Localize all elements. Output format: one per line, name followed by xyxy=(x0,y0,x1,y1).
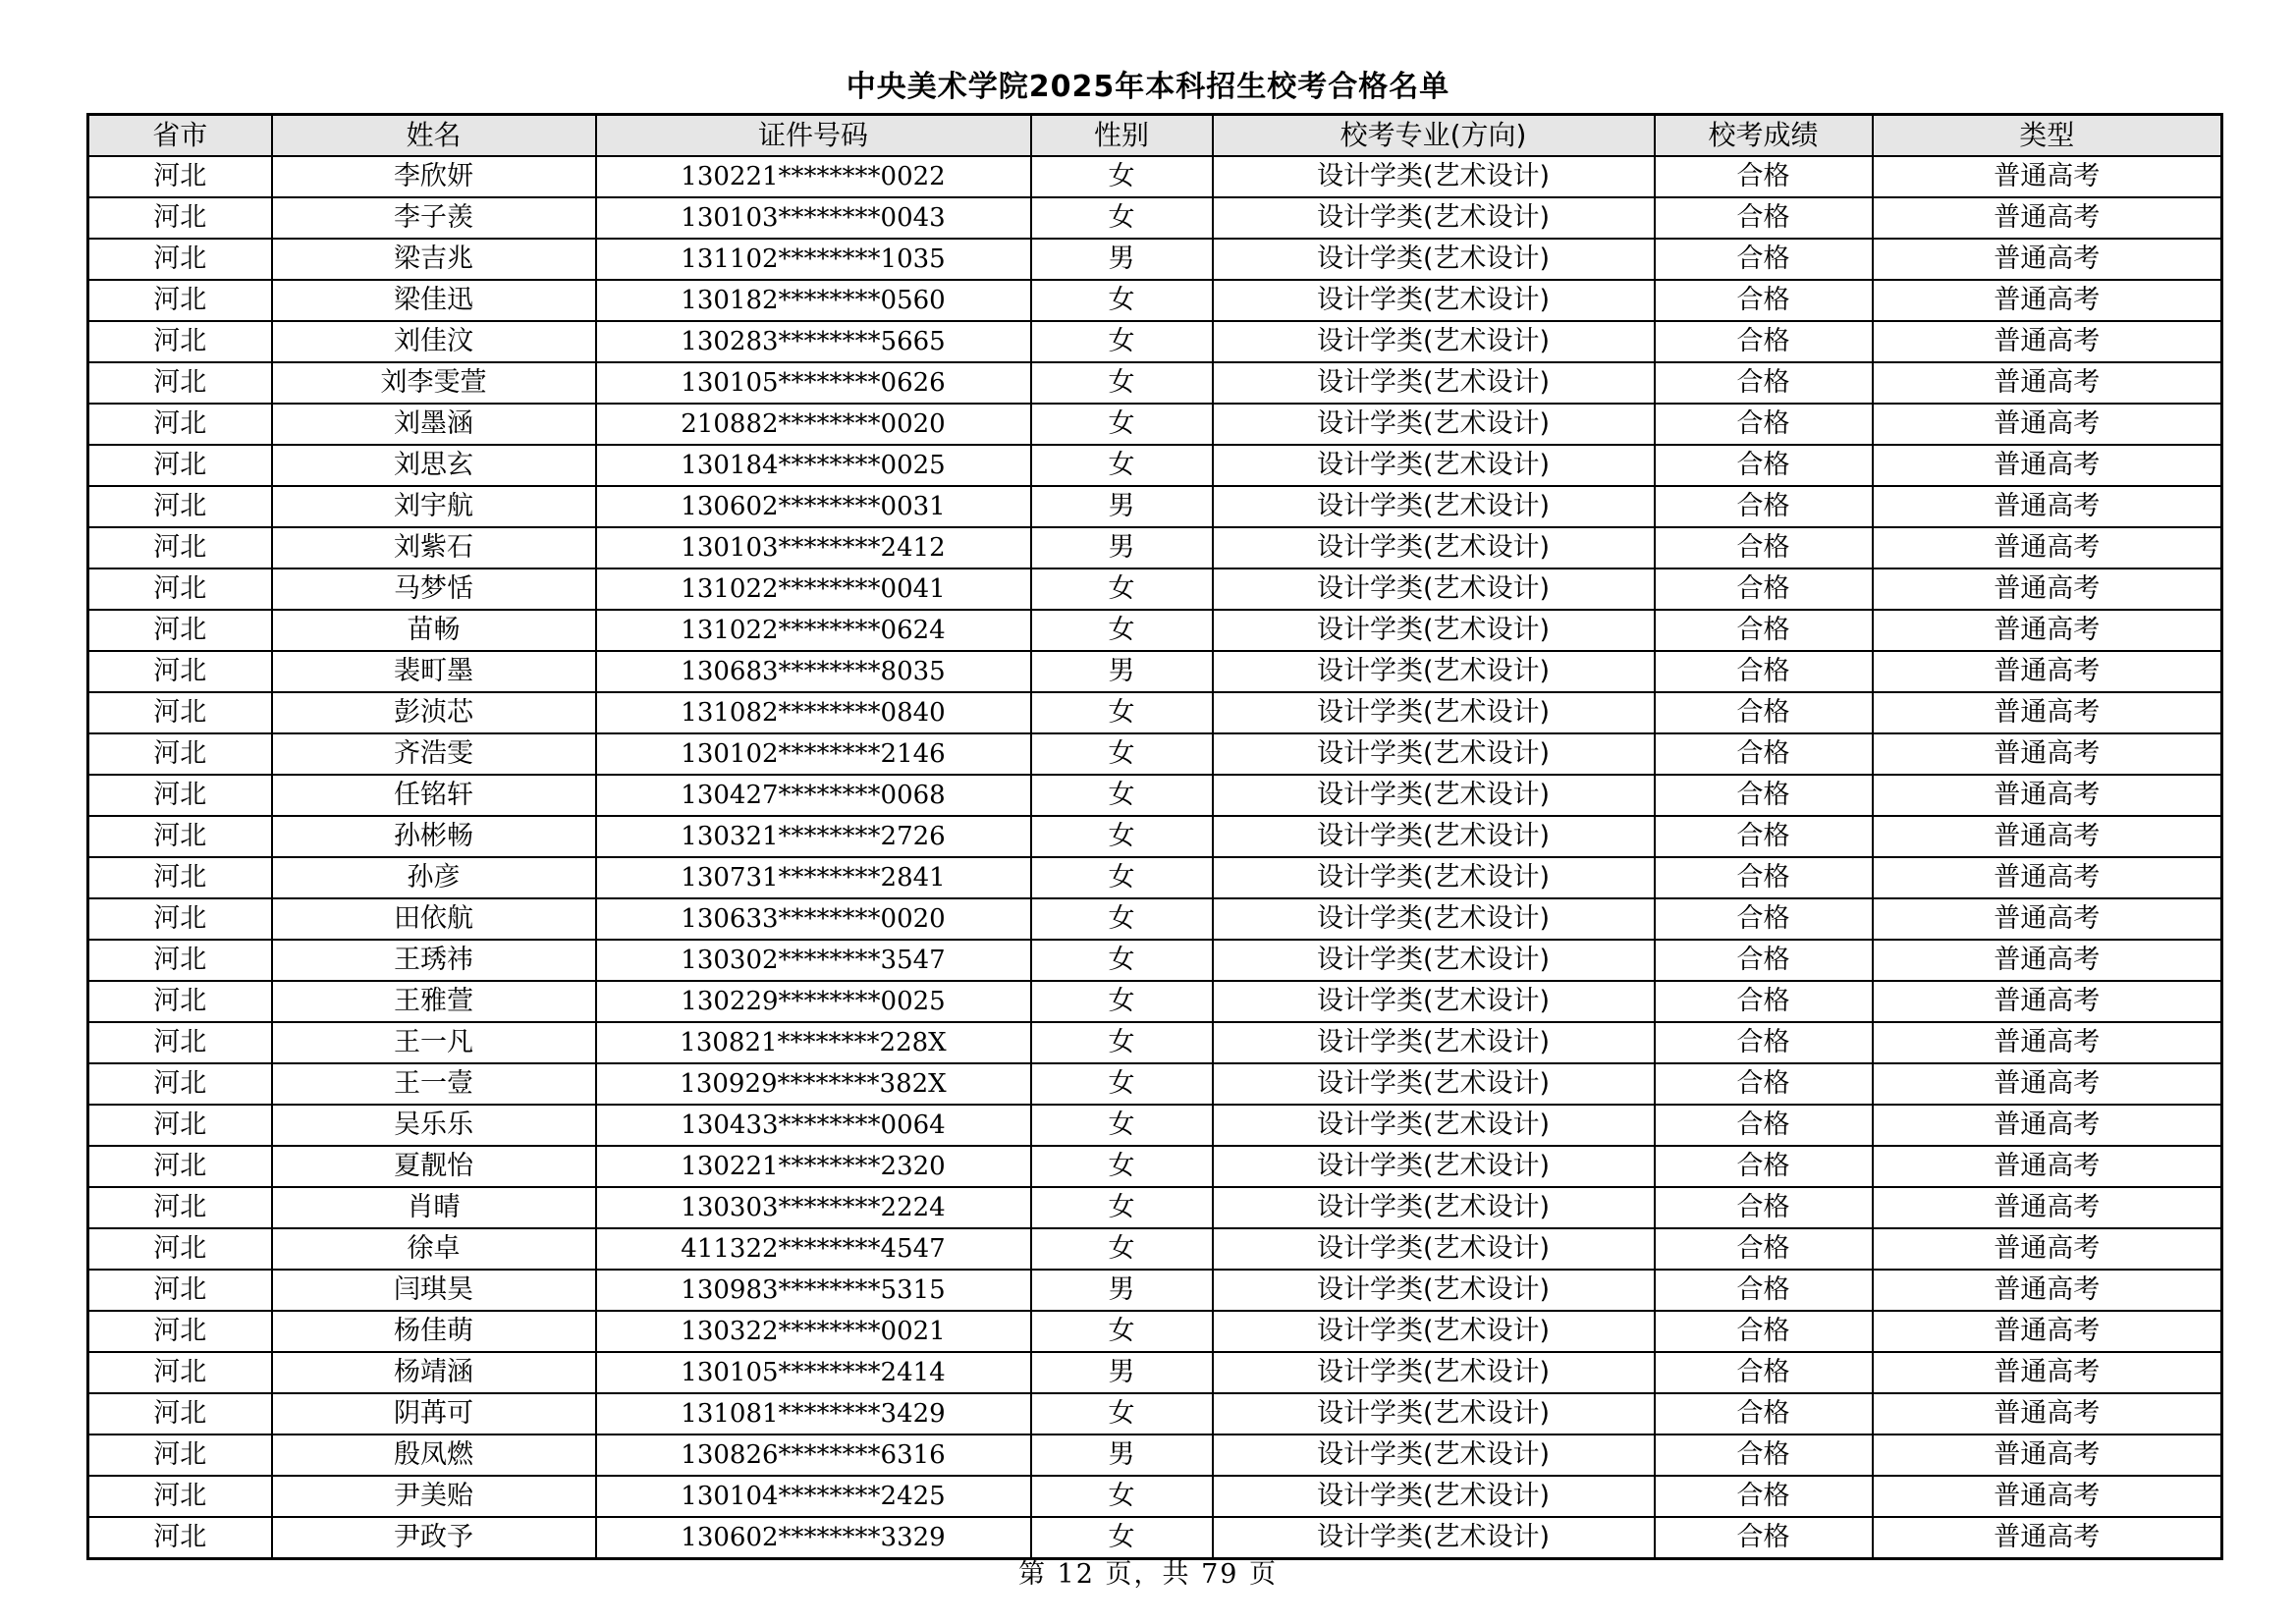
province-cell: 河北 xyxy=(88,775,272,816)
major-cell: 设计学类(艺术设计) xyxy=(1213,568,1655,610)
table-row xyxy=(88,362,2222,404)
score-cell: 合格 xyxy=(1655,1352,1873,1393)
table-row xyxy=(88,1352,2222,1393)
name-cell: 刘墨涵 xyxy=(272,404,596,445)
id-number-cell: 130182********0560 xyxy=(596,280,1031,321)
major-cell: 设计学类(艺术设计) xyxy=(1213,404,1655,445)
gender-cell: 女 xyxy=(1031,280,1213,321)
province-cell: 河北 xyxy=(88,1311,272,1352)
table-row xyxy=(88,1228,2222,1270)
table-row xyxy=(88,816,2222,857)
major-cell: 设计学类(艺术设计) xyxy=(1213,1352,1655,1393)
type-cell: 普通高考 xyxy=(1873,568,2222,610)
type-cell: 普通高考 xyxy=(1873,1435,2222,1476)
score-cell: 合格 xyxy=(1655,1393,1873,1435)
type-cell: 普通高考 xyxy=(1873,981,2222,1022)
score-cell: 合格 xyxy=(1655,445,1873,486)
major-cell: 设计学类(艺术设计) xyxy=(1213,1187,1655,1228)
name-cell: 徐卓 xyxy=(272,1228,596,1270)
province-header: 省市 xyxy=(88,115,272,157)
name-cell: 王琇祎 xyxy=(272,940,596,981)
table-row xyxy=(88,1517,2222,1559)
name-cell: 王雅萱 xyxy=(272,981,596,1022)
province-cell: 河北 xyxy=(88,610,272,651)
gender-cell: 女 xyxy=(1031,1187,1213,1228)
gender-header: 性别 xyxy=(1031,115,1213,157)
type-cell: 普通高考 xyxy=(1873,1270,2222,1311)
province-cell: 河北 xyxy=(88,1517,272,1559)
score-cell: 合格 xyxy=(1655,733,1873,775)
province-cell: 河北 xyxy=(88,362,272,404)
id-number-cell: 130103********2412 xyxy=(596,527,1031,568)
table-row xyxy=(88,239,2222,280)
type-cell: 普通高考 xyxy=(1873,733,2222,775)
score-cell: 合格 xyxy=(1655,280,1873,321)
type-cell: 普通高考 xyxy=(1873,1311,2222,1352)
table-row xyxy=(88,692,2222,733)
id-number-cell: 130821********228X xyxy=(596,1022,1031,1063)
gender-cell: 女 xyxy=(1031,857,1213,898)
province-cell: 河北 xyxy=(88,1228,272,1270)
major-header: 校考专业(方向) xyxy=(1213,115,1655,157)
province-cell: 河北 xyxy=(88,1105,272,1146)
table-row xyxy=(88,610,2222,651)
table-row xyxy=(88,1022,2222,1063)
gender-cell: 女 xyxy=(1031,1228,1213,1270)
score-cell: 合格 xyxy=(1655,321,1873,362)
province-cell: 河北 xyxy=(88,156,272,197)
name-cell: 田依航 xyxy=(272,898,596,940)
major-cell: 设计学类(艺术设计) xyxy=(1213,1435,1655,1476)
gender-cell: 男 xyxy=(1031,527,1213,568)
table-row xyxy=(88,445,2222,486)
type-cell: 普通高考 xyxy=(1873,156,2222,197)
name-cell: 肖晴 xyxy=(272,1187,596,1228)
gender-cell: 女 xyxy=(1031,981,1213,1022)
province-cell: 河北 xyxy=(88,1022,272,1063)
id-number-cell: 130427********0068 xyxy=(596,775,1031,816)
table-row xyxy=(88,1311,2222,1352)
major-cell: 设计学类(艺术设计) xyxy=(1213,1105,1655,1146)
type-cell: 普通高考 xyxy=(1873,610,2222,651)
type-cell: 普通高考 xyxy=(1873,1393,2222,1435)
gender-cell: 女 xyxy=(1031,1517,1213,1559)
id-number-cell: 131022********0041 xyxy=(596,568,1031,610)
id-number-cell: 130321********2726 xyxy=(596,816,1031,857)
id-number-cell: 131102********1035 xyxy=(596,239,1031,280)
score-cell: 合格 xyxy=(1655,610,1873,651)
province-cell: 河北 xyxy=(88,321,272,362)
table-row xyxy=(88,321,2222,362)
score-cell: 合格 xyxy=(1655,1105,1873,1146)
major-cell: 设计学类(艺术设计) xyxy=(1213,1228,1655,1270)
id-number-cell: 130221********0022 xyxy=(596,156,1031,197)
type-cell: 普通高考 xyxy=(1873,1022,2222,1063)
score-cell: 合格 xyxy=(1655,1187,1873,1228)
name-cell: 夏靓怡 xyxy=(272,1146,596,1187)
id-number-cell: 130602********3329 xyxy=(596,1517,1031,1559)
type-cell: 普通高考 xyxy=(1873,1187,2222,1228)
name-cell: 刘思玄 xyxy=(272,445,596,486)
score-cell: 合格 xyxy=(1655,898,1873,940)
type-cell: 普通高考 xyxy=(1873,445,2222,486)
gender-cell: 女 xyxy=(1031,692,1213,733)
page-number: 第 12 页，共 79 页 xyxy=(1017,1559,1279,1590)
score-cell: 合格 xyxy=(1655,239,1873,280)
id-number-cell: 130683********8035 xyxy=(596,651,1031,692)
type-cell: 普通高考 xyxy=(1873,857,2222,898)
type-header: 类型 xyxy=(1873,115,2222,157)
name-cell: 殷凤燃 xyxy=(272,1435,596,1476)
id-number-cell: 411322********4547 xyxy=(596,1228,1031,1270)
id-number-cell: 130302********3547 xyxy=(596,940,1031,981)
gender-cell: 女 xyxy=(1031,610,1213,651)
id-number-cell: 130103********0043 xyxy=(596,197,1031,239)
name-cell: 杨佳萌 xyxy=(272,1311,596,1352)
score-cell: 合格 xyxy=(1655,1517,1873,1559)
gender-cell: 男 xyxy=(1031,1270,1213,1311)
province-cell: 河北 xyxy=(88,1352,272,1393)
type-cell: 普通高考 xyxy=(1873,239,2222,280)
type-cell: 普通高考 xyxy=(1873,1352,2222,1393)
major-cell: 设计学类(艺术设计) xyxy=(1213,321,1655,362)
score-cell: 合格 xyxy=(1655,651,1873,692)
table-row xyxy=(88,1063,2222,1105)
table-row xyxy=(88,651,2222,692)
name-cell: 马梦恬 xyxy=(272,568,596,610)
type-cell: 普通高考 xyxy=(1873,816,2222,857)
score-cell: 合格 xyxy=(1655,404,1873,445)
gender-cell: 女 xyxy=(1031,156,1213,197)
name-cell: 刘李雯萱 xyxy=(272,362,596,404)
name-cell: 杨靖涵 xyxy=(272,1352,596,1393)
name-cell: 刘佳汶 xyxy=(272,321,596,362)
table-row xyxy=(88,1393,2222,1435)
score-cell: 合格 xyxy=(1655,1146,1873,1187)
major-cell: 设计学类(艺术设计) xyxy=(1213,239,1655,280)
gender-cell: 女 xyxy=(1031,197,1213,239)
major-cell: 设计学类(艺术设计) xyxy=(1213,940,1655,981)
province-cell: 河北 xyxy=(88,1476,272,1517)
table-row xyxy=(88,404,2222,445)
table-row xyxy=(88,733,2222,775)
gender-cell: 女 xyxy=(1031,898,1213,940)
province-cell: 河北 xyxy=(88,651,272,692)
major-cell: 设计学类(艺术设计) xyxy=(1213,1476,1655,1517)
id-number-cell: 130826********6316 xyxy=(596,1435,1031,1476)
major-cell: 设计学类(艺术设计) xyxy=(1213,486,1655,527)
province-cell: 河北 xyxy=(88,280,272,321)
name-cell: 尹政予 xyxy=(272,1517,596,1559)
name-cell: 李子羡 xyxy=(272,197,596,239)
province-cell: 河北 xyxy=(88,527,272,568)
score-cell: 合格 xyxy=(1655,981,1873,1022)
name-cell: 王一凡 xyxy=(272,1022,596,1063)
gender-cell: 女 xyxy=(1031,1311,1213,1352)
table-row xyxy=(88,940,2222,981)
id-number-cell: 130229********0025 xyxy=(596,981,1031,1022)
id-number-cell: 130105********0626 xyxy=(596,362,1031,404)
gender-cell: 男 xyxy=(1031,239,1213,280)
gender-cell: 女 xyxy=(1031,1105,1213,1146)
type-cell: 普通高考 xyxy=(1873,280,2222,321)
province-cell: 河北 xyxy=(88,197,272,239)
admission-list-table xyxy=(86,113,2223,1560)
province-cell: 河北 xyxy=(88,445,272,486)
major-cell: 设计学类(艺术设计) xyxy=(1213,1146,1655,1187)
score-cell: 合格 xyxy=(1655,568,1873,610)
score-cell: 合格 xyxy=(1655,816,1873,857)
name-cell: 闫琪昊 xyxy=(272,1270,596,1311)
gender-cell: 女 xyxy=(1031,1476,1213,1517)
table-header-row xyxy=(88,115,2222,157)
score-cell: 合格 xyxy=(1655,486,1873,527)
type-cell: 普通高考 xyxy=(1873,775,2222,816)
id-number-cell: 130104********2425 xyxy=(596,1476,1031,1517)
score-cell: 合格 xyxy=(1655,775,1873,816)
gender-cell: 女 xyxy=(1031,1022,1213,1063)
major-cell: 设计学类(艺术设计) xyxy=(1213,156,1655,197)
page-title: 中央美术学院2025年本科招生校考合格名单 xyxy=(846,70,1450,104)
gender-cell: 女 xyxy=(1031,1063,1213,1105)
table-row xyxy=(88,1435,2222,1476)
type-cell: 普通高考 xyxy=(1873,692,2222,733)
major-cell: 设计学类(艺术设计) xyxy=(1213,610,1655,651)
id-number-cell: 130283********5665 xyxy=(596,321,1031,362)
type-cell: 普通高考 xyxy=(1873,1146,2222,1187)
score-header: 校考成绩 xyxy=(1655,115,1873,157)
table-row xyxy=(88,1270,2222,1311)
province-cell: 河北 xyxy=(88,981,272,1022)
province-cell: 河北 xyxy=(88,857,272,898)
name-cell: 苗畅 xyxy=(272,610,596,651)
gender-cell: 男 xyxy=(1031,486,1213,527)
name-cell: 裴町墨 xyxy=(272,651,596,692)
type-cell: 普通高考 xyxy=(1873,898,2222,940)
province-cell: 河北 xyxy=(88,404,272,445)
name-cell: 阴苒可 xyxy=(272,1393,596,1435)
type-cell: 普通高考 xyxy=(1873,1517,2222,1559)
name-cell: 刘紫石 xyxy=(272,527,596,568)
name-cell: 任铭轩 xyxy=(272,775,596,816)
id-number-header: 证件号码 xyxy=(596,115,1031,157)
name-cell: 孙彦 xyxy=(272,857,596,898)
major-cell: 设计学类(艺术设计) xyxy=(1213,775,1655,816)
gender-cell: 女 xyxy=(1031,404,1213,445)
score-cell: 合格 xyxy=(1655,527,1873,568)
id-number-cell: 130221********2320 xyxy=(596,1146,1031,1187)
type-cell: 普通高考 xyxy=(1873,1228,2222,1270)
id-number-cell: 210882********0020 xyxy=(596,404,1031,445)
score-cell: 合格 xyxy=(1655,692,1873,733)
province-cell: 河北 xyxy=(88,1187,272,1228)
name-cell: 王一壹 xyxy=(272,1063,596,1105)
score-cell: 合格 xyxy=(1655,1270,1873,1311)
table-row xyxy=(88,898,2222,940)
table-row xyxy=(88,280,2222,321)
name-header: 姓名 xyxy=(272,115,596,157)
major-cell: 设计学类(艺术设计) xyxy=(1213,280,1655,321)
major-cell: 设计学类(艺术设计) xyxy=(1213,1270,1655,1311)
province-cell: 河北 xyxy=(88,1270,272,1311)
id-number-cell: 130983********5315 xyxy=(596,1270,1031,1311)
major-cell: 设计学类(艺术设计) xyxy=(1213,1517,1655,1559)
major-cell: 设计学类(艺术设计) xyxy=(1213,733,1655,775)
type-cell: 普通高考 xyxy=(1873,527,2222,568)
gender-cell: 女 xyxy=(1031,733,1213,775)
id-number-cell: 130303********2224 xyxy=(596,1187,1031,1228)
province-cell: 河北 xyxy=(88,1435,272,1476)
gender-cell: 女 xyxy=(1031,940,1213,981)
province-cell: 河北 xyxy=(88,1393,272,1435)
table-row xyxy=(88,486,2222,527)
score-cell: 合格 xyxy=(1655,1063,1873,1105)
major-cell: 设计学类(艺术设计) xyxy=(1213,527,1655,568)
score-cell: 合格 xyxy=(1655,1311,1873,1352)
score-cell: 合格 xyxy=(1655,156,1873,197)
table-row xyxy=(88,197,2222,239)
major-cell: 设计学类(艺术设计) xyxy=(1213,1311,1655,1352)
major-cell: 设计学类(艺术设计) xyxy=(1213,857,1655,898)
gender-cell: 男 xyxy=(1031,1352,1213,1393)
type-cell: 普通高考 xyxy=(1873,651,2222,692)
id-number-cell: 130731********2841 xyxy=(596,857,1031,898)
score-cell: 合格 xyxy=(1655,857,1873,898)
gender-cell: 女 xyxy=(1031,1393,1213,1435)
province-cell: 河北 xyxy=(88,733,272,775)
score-cell: 合格 xyxy=(1655,1022,1873,1063)
type-cell: 普通高考 xyxy=(1873,486,2222,527)
type-cell: 普通高考 xyxy=(1873,1063,2222,1105)
type-cell: 普通高考 xyxy=(1873,362,2222,404)
id-number-cell: 130105********2414 xyxy=(596,1352,1031,1393)
score-cell: 合格 xyxy=(1655,940,1873,981)
gender-cell: 女 xyxy=(1031,1146,1213,1187)
name-cell: 齐浩雯 xyxy=(272,733,596,775)
name-cell: 李欣妍 xyxy=(272,156,596,197)
province-cell: 河北 xyxy=(88,1146,272,1187)
gender-cell: 女 xyxy=(1031,321,1213,362)
id-number-cell: 130929********382X xyxy=(596,1063,1031,1105)
table-row xyxy=(88,857,2222,898)
major-cell: 设计学类(艺术设计) xyxy=(1213,651,1655,692)
table-row xyxy=(88,1476,2222,1517)
score-cell: 合格 xyxy=(1655,1476,1873,1517)
gender-cell: 女 xyxy=(1031,775,1213,816)
score-cell: 合格 xyxy=(1655,197,1873,239)
gender-cell: 女 xyxy=(1031,816,1213,857)
gender-cell: 男 xyxy=(1031,651,1213,692)
province-cell: 河北 xyxy=(88,816,272,857)
province-cell: 河北 xyxy=(88,898,272,940)
id-number-cell: 130602********0031 xyxy=(596,486,1031,527)
major-cell: 设计学类(艺术设计) xyxy=(1213,362,1655,404)
id-number-cell: 130184********0025 xyxy=(596,445,1031,486)
table-row xyxy=(88,1187,2222,1228)
major-cell: 设计学类(艺术设计) xyxy=(1213,445,1655,486)
major-cell: 设计学类(艺术设计) xyxy=(1213,692,1655,733)
type-cell: 普通高考 xyxy=(1873,321,2222,362)
province-cell: 河北 xyxy=(88,486,272,527)
score-cell: 合格 xyxy=(1655,1435,1873,1476)
table-row xyxy=(88,1146,2222,1187)
score-cell: 合格 xyxy=(1655,362,1873,404)
gender-cell: 女 xyxy=(1031,362,1213,404)
type-cell: 普通高考 xyxy=(1873,1476,2222,1517)
gender-cell: 男 xyxy=(1031,1435,1213,1476)
table-row xyxy=(88,568,2222,610)
id-number-cell: 130102********2146 xyxy=(596,733,1031,775)
province-cell: 河北 xyxy=(88,1063,272,1105)
id-number-cell: 131082********0840 xyxy=(596,692,1031,733)
province-cell: 河北 xyxy=(88,239,272,280)
major-cell: 设计学类(艺术设计) xyxy=(1213,1022,1655,1063)
name-cell: 梁吉兆 xyxy=(272,239,596,280)
name-cell: 彭浈芯 xyxy=(272,692,596,733)
table-row xyxy=(88,775,2222,816)
name-cell: 刘宇航 xyxy=(272,486,596,527)
table-row xyxy=(88,156,2222,197)
type-cell: 普通高考 xyxy=(1873,940,2222,981)
table-row xyxy=(88,527,2222,568)
score-cell: 合格 xyxy=(1655,1228,1873,1270)
major-cell: 设计学类(艺术设计) xyxy=(1213,1063,1655,1105)
table-row xyxy=(88,981,2222,1022)
name-cell: 尹美贻 xyxy=(272,1476,596,1517)
id-number-cell: 130633********0020 xyxy=(596,898,1031,940)
type-cell: 普通高考 xyxy=(1873,1105,2222,1146)
major-cell: 设计学类(艺术设计) xyxy=(1213,1393,1655,1435)
id-number-cell: 130322********0021 xyxy=(596,1311,1031,1352)
major-cell: 设计学类(艺术设计) xyxy=(1213,898,1655,940)
table-row xyxy=(88,1105,2222,1146)
id-number-cell: 131081********3429 xyxy=(596,1393,1031,1435)
type-cell: 普通高考 xyxy=(1873,404,2222,445)
major-cell: 设计学类(艺术设计) xyxy=(1213,197,1655,239)
province-cell: 河北 xyxy=(88,692,272,733)
major-cell: 设计学类(艺术设计) xyxy=(1213,816,1655,857)
id-number-cell: 131022********0624 xyxy=(596,610,1031,651)
id-number-cell: 130433********0064 xyxy=(596,1105,1031,1146)
province-cell: 河北 xyxy=(88,940,272,981)
type-cell: 普通高考 xyxy=(1873,197,2222,239)
name-cell: 孙彬畅 xyxy=(272,816,596,857)
major-cell: 设计学类(艺术设计) xyxy=(1213,981,1655,1022)
province-cell: 河北 xyxy=(88,568,272,610)
name-cell: 梁佳迅 xyxy=(272,280,596,321)
table-body xyxy=(88,156,2222,1559)
gender-cell: 女 xyxy=(1031,445,1213,486)
name-cell: 吴乐乐 xyxy=(272,1105,596,1146)
gender-cell: 女 xyxy=(1031,568,1213,610)
